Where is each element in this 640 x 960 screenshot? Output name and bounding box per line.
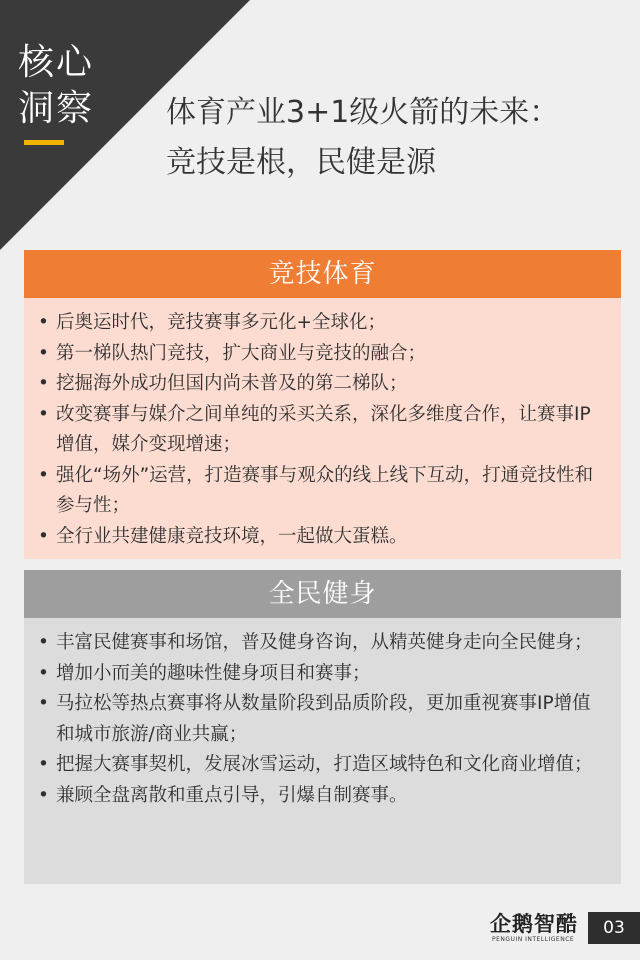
list-item-text: 第一梯队热门竞技，扩大商业与竞技的融合； [56, 342, 427, 364]
panel-header: 竞技体育 [24, 250, 621, 298]
list-item-text: 挖掘海外成功但国内尚未普及的第二梯队； [56, 373, 408, 394]
list-item-text: 增加小而美的趣味性健身项目和赛事； [56, 662, 371, 684]
bullet-icon: • [38, 754, 49, 775]
brand-logo-text: 企鹅智酷 [490, 912, 578, 936]
panel-header: 全民健身 [24, 570, 621, 618]
bullet-icon: • [38, 632, 49, 653]
list-item [36, 750, 605, 781]
section-label-line1: 核心 [18, 42, 95, 83]
brand-logo-subtext: PENGUIN INTELLIGENCE [492, 936, 575, 943]
list-item [36, 628, 605, 659]
page-number: 03 [588, 912, 640, 944]
panel-body [24, 298, 621, 559]
brand-logo [490, 908, 580, 948]
list-item [36, 461, 605, 522]
list-item [36, 369, 605, 400]
bullet-icon: • [38, 784, 49, 806]
bullet-icon: • [38, 525, 49, 547]
list-item-text: 马拉松等热点赛事将从数量阶段到品质阶段，更加重视赛事IP增值和城市旅游/商业共赢； [56, 693, 591, 745]
section-label-line2: 洞察 [18, 88, 95, 129]
list-item [36, 781, 605, 812]
list-item [36, 339, 605, 370]
page-title-line2: 竞技是根，民健是源 [166, 145, 436, 180]
bullet-icon: • [38, 312, 49, 333]
list-item-text: 把握大赛事契机，发展冰雪运动，打造区域特色和文化商业增值； [56, 754, 593, 775]
list-item-text: 后奥运时代，竞技赛事多元化+全球化； [56, 312, 387, 333]
list-item [36, 689, 605, 750]
list-item-text: 改变赛事与媒介之间单纯的采买关系，深化多维度合作，让赛事IP增值，媒介变现增速； [56, 403, 591, 455]
page-title [166, 88, 626, 188]
list-item-text: 全行业共建健康竞技环境，一起做大蛋糕。 [56, 525, 408, 547]
list-item-text: 丰富民健赛事和场馆，普及健身咨询，从精英健身走向全民健身； [56, 632, 593, 653]
panel-body [24, 618, 621, 884]
panel-national-fitness [24, 570, 621, 884]
list-item [36, 400, 605, 461]
bullet-list [36, 628, 605, 811]
panel-competitive-sports [24, 250, 621, 559]
bullet-icon: • [38, 342, 49, 364]
bullet-icon: • [38, 464, 49, 486]
list-item [36, 308, 605, 339]
section-label-underline [24, 140, 64, 145]
bullet-icon: • [38, 373, 49, 394]
list-item-text: 强化“场外”运营，打造赛事与观众的线上线下互动，打通竞技性和参与性； [56, 464, 594, 516]
bullet-icon: • [38, 693, 49, 714]
page-title-line1: 体育产业3+1级火箭的未来： [166, 95, 560, 130]
bullet-icon: • [38, 403, 49, 425]
bullet-list [36, 308, 605, 552]
bullet-icon: • [38, 662, 49, 684]
list-item [36, 659, 605, 690]
section-label [18, 40, 128, 132]
list-item [36, 522, 605, 553]
list-item-text: 兼顾全盘离散和重点引导，引爆自制赛事。 [56, 784, 408, 806]
